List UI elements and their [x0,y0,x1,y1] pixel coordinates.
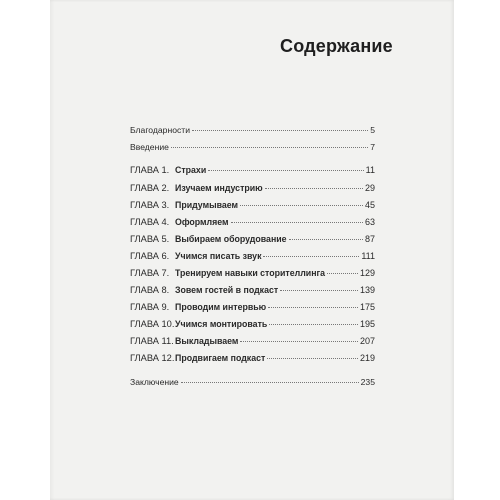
toc-leader-dots [181,382,359,383]
toc-page-number: 139 [359,285,375,295]
chapter-title: Проводим интервью [175,302,267,312]
toc-chapter-8 [130,285,375,296]
toc-leader-dots [192,130,368,131]
toc-chapter-5 [130,234,375,245]
toc-leader-dots [280,290,358,291]
toc-chapter-11 [130,336,375,347]
toc-page-number: 175 [359,302,375,312]
chapter-title: Изучаем индустрию [175,183,263,193]
chapter-title: Тренируем навыки сторителлинга [175,268,326,278]
book-page [50,0,454,500]
toc-page-number: 111 [361,251,375,261]
chapter-title: Зовем гостей в подкаст [175,285,279,295]
chapter-title: Оформляем [175,217,229,227]
toc-leader-dots [265,188,363,189]
toc-page-number: 87 [364,234,375,244]
toc-page-number: 29 [364,183,375,193]
toc-leader-dots [289,239,363,240]
toc-label: Благодарности [130,125,191,135]
toc-leader-dots [171,147,368,148]
chapter-title: Учимся писать звук [175,251,262,261]
toc-label: Заключение [130,377,179,387]
chapter-title: Выкладываем [175,336,239,346]
toc-leader-dots [231,222,363,223]
toc-page-number: 207 [359,336,375,346]
chapter-number: ГЛАВА 6. [130,251,170,261]
toc-chapter-12 [130,353,375,364]
chapter-number: ГЛАВА 5. [130,234,170,244]
chapter-title: Придумываем [175,200,239,210]
chapter-number: ГЛАВА 7. [130,268,170,278]
chapter-title: Выбираем оборудование [175,234,287,244]
chapter-number: ГЛАВА 8. [130,285,170,295]
toc-entry-introduction [130,142,375,153]
chapter-title: Продвигаем подкаст [175,353,266,363]
page-title: Содержание [280,36,393,56]
toc-chapter-7 [130,268,375,279]
chapter-number: ГЛАВА 11. [130,336,174,346]
toc-page-number: 5 [370,125,375,135]
chapter-number: ГЛАВА 2. [130,183,170,193]
toc-page-number: 63 [364,217,375,227]
toc-page-number: 195 [359,319,375,329]
chapter-number: ГЛАВА 9. [130,302,170,312]
chapter-number: ГЛАВА 4. [130,217,170,227]
toc-chapter-9 [130,302,375,313]
toc-label: Введение [130,142,169,152]
toc-page-number: 11 [365,165,375,175]
toc-leader-dots [208,170,363,171]
toc-leader-dots [268,307,358,308]
chapter-title: Учимся монтировать [175,319,268,329]
toc-chapter-6 [130,251,375,262]
toc-leader-dots [267,358,358,359]
toc-leader-dots [327,273,358,274]
chapter-number: ГЛАВА 3. [130,200,170,210]
toc-leader-dots [240,341,358,342]
toc-entry-conclusion [130,377,375,388]
toc-chapter-4 [130,217,375,228]
toc-chapter-1 [130,165,375,176]
toc-leader-dots [240,205,363,206]
toc-leader-dots [263,256,359,257]
toc-chapter-3 [130,200,375,211]
toc-chapter-10 [130,319,375,330]
chapter-number: ГЛАВА 12. [130,353,175,363]
toc-leader-dots [269,324,358,325]
toc-page-number: 219 [359,353,375,363]
chapter-number: ГЛАВА 1. [130,165,170,175]
toc-page-number: 7 [370,142,375,152]
toc-entry-acknowledgements [130,125,375,136]
chapter-number: ГЛАВА 10. [130,319,175,329]
toc-page-number: 129 [359,268,375,278]
chapter-title: Страхи [175,165,207,175]
toc-page-number: 235 [360,377,375,387]
toc-chapter-2 [130,183,375,194]
toc-page-number: 45 [364,200,375,210]
